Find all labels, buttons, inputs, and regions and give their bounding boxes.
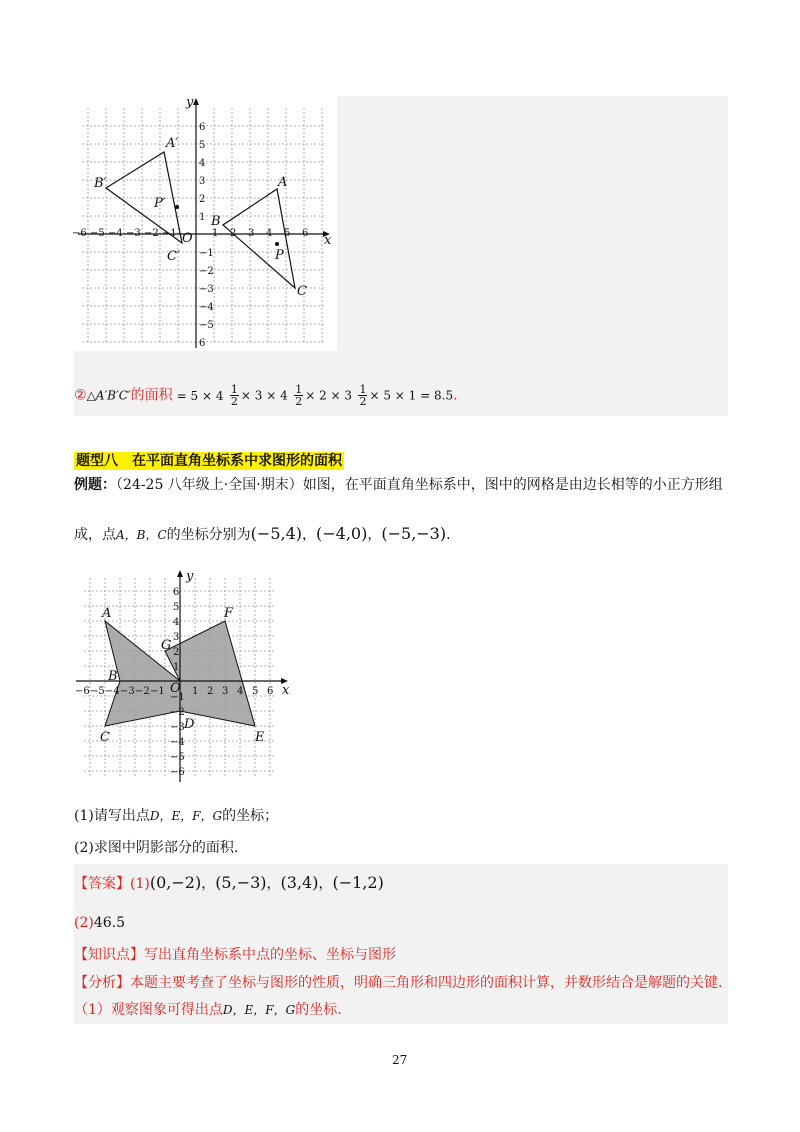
x-tick: 2 xyxy=(230,228,237,239)
example-label: 例题： xyxy=(74,477,116,493)
analysis-line xyxy=(74,973,722,993)
area-expr-2: × 3 × 4 xyxy=(240,388,288,403)
label-D: D xyxy=(184,717,195,732)
separator: ， xyxy=(201,876,216,892)
answer-coord-F: (3,4) xyxy=(280,873,319,892)
label-P1: P′ xyxy=(154,196,166,211)
page-number-text: 27 xyxy=(392,1053,408,1067)
question-2 xyxy=(74,838,238,858)
knowledge-label: 【知识点】 xyxy=(74,947,144,963)
x-tick: 1 xyxy=(192,686,199,697)
x-tick: −6 xyxy=(75,686,90,697)
x-tick: −3 xyxy=(120,686,135,697)
y-tick: −5 xyxy=(199,320,214,331)
separator: ， xyxy=(302,527,317,543)
x-tick: −5 xyxy=(90,228,105,239)
point-P xyxy=(275,242,279,246)
y-tick: −3 xyxy=(170,722,185,733)
x-tick: 4 xyxy=(266,228,273,239)
y-axis-arrow-2 xyxy=(177,570,183,577)
x-tick: −1 xyxy=(150,686,165,697)
x-tick: 4 xyxy=(237,686,244,697)
triangle-name: △A′B′C′ xyxy=(86,388,131,403)
label-A: A xyxy=(102,606,112,621)
x-tick: −2 xyxy=(144,228,159,239)
coord-C: (−5,−3) xyxy=(381,524,447,543)
question-1-text-b: 的坐标； xyxy=(222,808,279,824)
label-P: P xyxy=(275,248,284,263)
x-tick: 3 xyxy=(248,228,255,239)
y-tick: 1 xyxy=(173,662,180,673)
area-expr-1: = 5 × 4 xyxy=(176,388,224,403)
example-points: A，B，C xyxy=(116,528,167,542)
y-tick: −2 xyxy=(199,266,214,277)
x-axis-label-1: x xyxy=(324,233,332,248)
label-C1: C′ xyxy=(167,249,180,264)
answer-label: 【答案】 xyxy=(74,876,130,892)
coord-B: (−4,0) xyxy=(316,524,368,543)
answer-value-2: 46.5 xyxy=(93,915,126,931)
y-tick: −3 xyxy=(199,284,214,295)
answer-part-1: (1) xyxy=(130,876,150,892)
label-A: A xyxy=(278,175,288,190)
section-title xyxy=(74,451,344,471)
answer-line-2 xyxy=(74,913,125,933)
label-B: B xyxy=(108,669,118,684)
label-A1: A′ xyxy=(166,136,179,151)
x-tick: 6 xyxy=(267,686,274,697)
answer-line-1 xyxy=(74,873,384,894)
separator: ， xyxy=(266,876,281,892)
figure2-coordinate-grid xyxy=(74,568,304,784)
separator: ， xyxy=(367,527,382,543)
y-tick: 4 xyxy=(199,158,206,169)
y-tick: 6 xyxy=(173,587,180,598)
fraction-3: $\frac{1}{2}$ xyxy=(359,383,367,408)
y-tick: 1 xyxy=(199,212,206,223)
end-period: . xyxy=(446,527,451,543)
example-text-2b: 的坐标分别为 xyxy=(166,527,251,543)
y-tick: −4 xyxy=(199,302,214,313)
example-line-2 xyxy=(74,524,451,545)
x-tick: −2 xyxy=(135,686,150,697)
answer-coord-G: (−1,2) xyxy=(332,873,384,892)
x-tick: −1 xyxy=(162,228,177,239)
x-tick: −6 xyxy=(72,228,87,239)
question-1-text-a: (1)请写出点 xyxy=(74,808,150,824)
y-tick: −6 xyxy=(170,767,185,778)
x-tick: −5 xyxy=(90,686,105,697)
area-expr-4: × 5 × 1 = 8.5 xyxy=(369,388,454,403)
y-tick: 4 xyxy=(173,617,180,628)
fraction-1: $\frac{1}{2}$ xyxy=(230,383,238,408)
fraction-2: $\frac{1}{2}$ xyxy=(295,383,303,408)
y-tick: 5 xyxy=(199,140,206,151)
point-P1 xyxy=(175,205,179,209)
knowledge-text: 写出直角坐标系中点的坐标、坐标与图形 xyxy=(144,947,396,963)
y-tick: 6 xyxy=(199,122,206,133)
y-axis-arrow-1 xyxy=(193,98,199,105)
knowledge-line xyxy=(74,945,396,965)
example-text-1: （24-25 八年级上·全国·期末）如图，在平面直角坐标系中，图中的网格是由边长相等的小正方形组 xyxy=(116,477,723,493)
question-1-points: D，E，F，G xyxy=(149,809,223,823)
step-1-text-b: 的坐标. xyxy=(295,1002,342,1018)
x-tick: 5 xyxy=(252,686,259,697)
step-1-text-a: （1）观察图象可得出点 xyxy=(74,1002,223,1018)
y-tick: −4 xyxy=(170,737,185,748)
origin-label-1: O xyxy=(182,231,193,246)
step-1-points: D，E，F，G xyxy=(222,1003,296,1017)
x-tick: 5 xyxy=(284,228,291,239)
answer-coord-E: (5,−3) xyxy=(215,873,267,892)
label-F: F xyxy=(224,606,234,621)
y-tick: −2 xyxy=(170,707,185,718)
question-2-text: (2)求图中阴影部分的面积. xyxy=(74,840,239,856)
y-tick: 2 xyxy=(199,194,206,205)
y-tick: −1 xyxy=(170,692,185,703)
step-1-line xyxy=(74,1000,342,1020)
area-calculation-line xyxy=(74,384,458,407)
area-end: . xyxy=(453,387,458,404)
section-title-text: 题型八 在平面直角坐标系中求图形的面积 xyxy=(76,453,342,469)
y-tick: 3 xyxy=(199,176,206,187)
example-line-1 xyxy=(74,475,723,495)
analysis-text: 本题主要考查了坐标与图形的性质，明确三角形和四边形的面积计算，并数形结合是解题的关键. xyxy=(130,975,723,991)
answer-coord-D: (0,−2) xyxy=(149,873,202,892)
x-tick: 3 xyxy=(222,686,229,697)
label-B: B xyxy=(211,214,221,229)
label-C: C xyxy=(297,284,307,299)
figure1-coordinate-grid xyxy=(74,96,337,351)
label-C: C xyxy=(100,730,110,745)
origin-label-2: O xyxy=(170,681,181,696)
y-axis-label-2: y xyxy=(186,569,194,584)
area-text: 的面积 xyxy=(130,387,173,404)
x-tick: 6 xyxy=(302,228,309,239)
y-tick: 2 xyxy=(173,647,180,658)
example-text-2a: 成，点 xyxy=(74,527,116,543)
y-axis-label-1: y xyxy=(186,95,194,110)
y-tick: 3 xyxy=(173,632,180,643)
y-tick: 6 xyxy=(199,338,206,349)
coord-A: (−5,4) xyxy=(250,524,303,543)
x-tick: 2 xyxy=(207,686,214,697)
circled-number: ② xyxy=(74,387,87,404)
label-G: G xyxy=(161,638,172,653)
x-tick: 1 xyxy=(212,228,219,239)
x-tick: −4 xyxy=(108,228,123,239)
y-tick: −5 xyxy=(170,752,185,763)
x-tick: −3 xyxy=(126,228,141,239)
x-axis-label-2: x xyxy=(282,683,290,698)
y-tick: −1 xyxy=(199,248,214,259)
separator: ， xyxy=(318,876,333,892)
x-tick: −4 xyxy=(105,686,120,697)
question-1 xyxy=(74,806,278,826)
label-E: E xyxy=(255,730,265,745)
analysis-label: 【分析】 xyxy=(74,975,130,991)
area-expr-3: × 2 × 3 xyxy=(305,388,353,403)
label-B1: B′ xyxy=(94,176,107,191)
y-tick: 5 xyxy=(173,602,180,613)
page-number xyxy=(392,1050,407,1070)
answer-part-2: (2) xyxy=(74,915,94,931)
